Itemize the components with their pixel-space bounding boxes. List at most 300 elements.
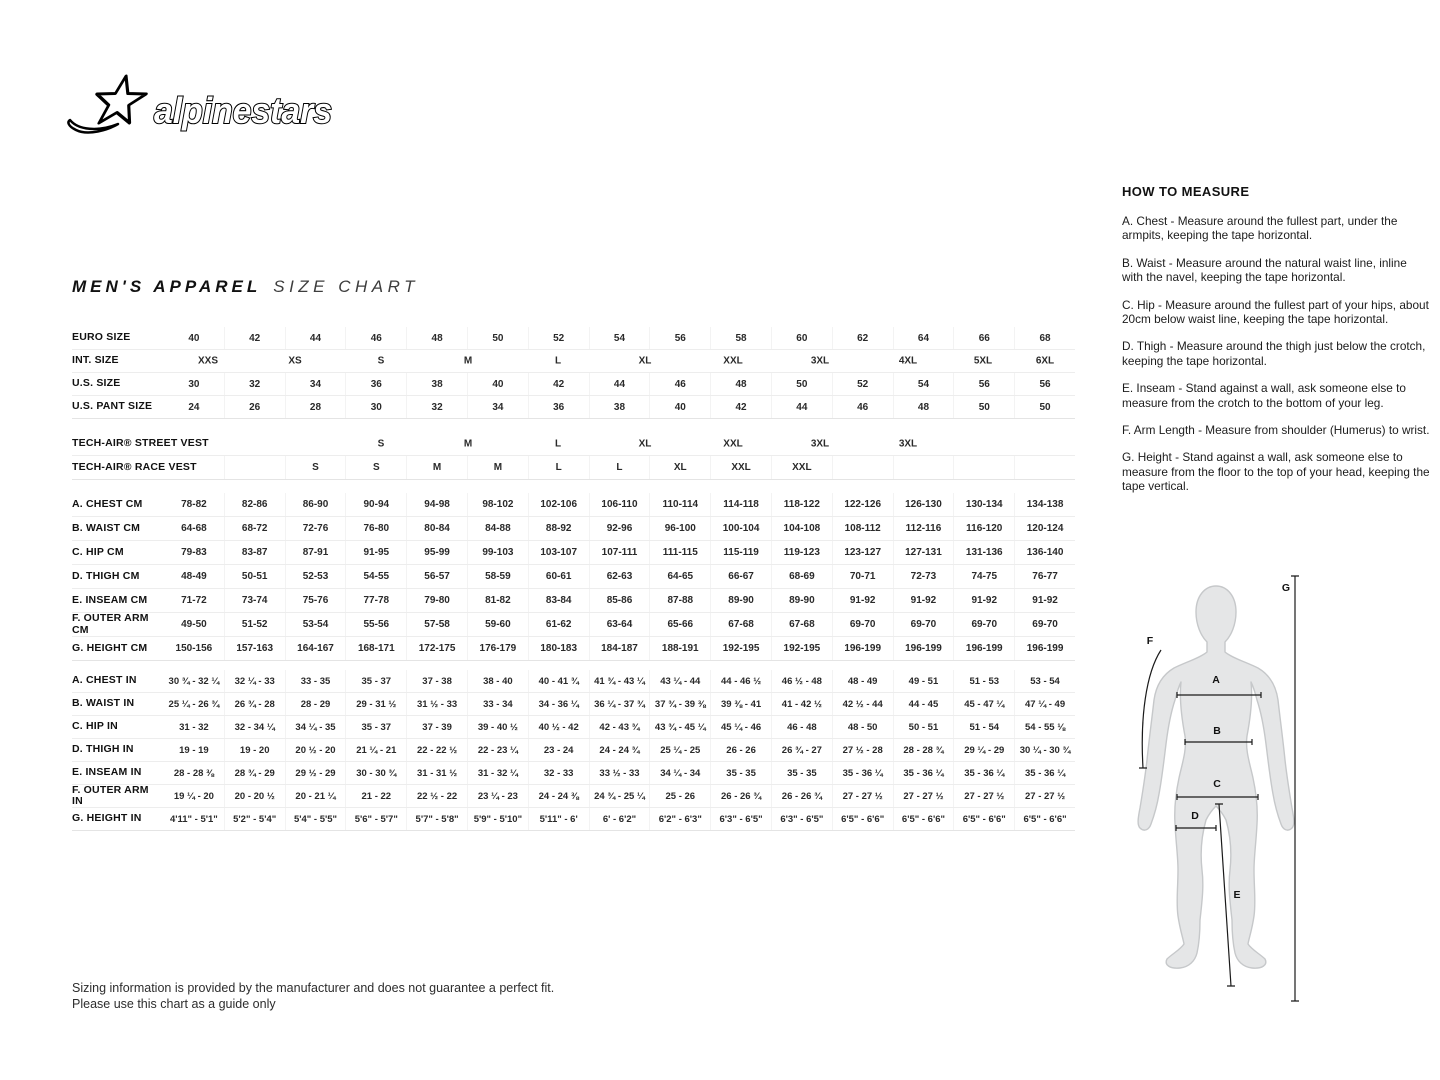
size-cell-merged: 3XL [810, 438, 830, 449]
size-cell: 58 [710, 327, 771, 349]
size-cell: 30 [188, 378, 200, 390]
size-cell: 108-112 [832, 517, 893, 540]
size-cell: 96-100 [649, 517, 710, 540]
size-cell: 89-90 [771, 589, 832, 612]
size-cell: 54-55 [345, 565, 406, 588]
size-cell: 127-131 [893, 541, 954, 564]
size-cell: 131-136 [953, 541, 1014, 564]
size-cell-merged: XXL [723, 355, 743, 367]
size-cell: 5'9" - 5'10" [467, 808, 528, 830]
size-cell: 32 ¼ - 33 [224, 670, 285, 692]
size-cell: 54 [589, 327, 650, 349]
size-cell-merged: XS [288, 355, 302, 367]
measure-instruction: F. Arm Length - Measure from shoulder (Humerus) to wrist. [1122, 422, 1430, 437]
table-row [72, 327, 1075, 350]
size-cell: 25 ¼ - 26 ¾ [168, 698, 220, 710]
size-cell: 28 ¾ - 29 [224, 762, 285, 784]
size-cell: 68-69 [771, 565, 832, 588]
size-cell: 44 - 45 [893, 693, 954, 715]
size-cell: L [528, 456, 589, 479]
size-cell-merged: XL [638, 355, 652, 367]
in-rows [72, 670, 1075, 831]
size-cell: 110-114 [649, 493, 710, 516]
size-cell: 119-123 [771, 541, 832, 564]
size-cell: 46 [649, 373, 710, 395]
size-cell: S [285, 456, 346, 479]
size-cell: 75-76 [285, 589, 346, 612]
size-cell: 44 [771, 396, 832, 418]
size-cell: 35 - 36 ¼ [832, 762, 893, 784]
row-label: G. HEIGHT CM [72, 641, 148, 654]
size-cell: 157-163 [224, 637, 285, 660]
size-cell: 32 [224, 373, 285, 395]
size-cell: 71-72 [181, 595, 207, 606]
size-cell: 32 - 34 ¼ [224, 716, 285, 738]
size-cell-merged: 3XL [898, 438, 918, 449]
size-cell: 27 ½ - 28 [832, 739, 893, 761]
size-cell: 28 [285, 396, 346, 418]
size-cell: 6'5" - 6'6" [953, 808, 1014, 830]
size-cell: 44 - 46 ½ [710, 670, 771, 692]
size-cell: 62 [832, 327, 893, 349]
size-cell: 26 - 26 [710, 739, 771, 761]
size-cell: 56 [649, 327, 710, 349]
size-cell: 24 ¾ - 25 ¼ [589, 785, 650, 807]
size-cell: 36 [528, 396, 589, 418]
size-cell: 40 - 41 ¾ [528, 670, 589, 692]
size-cell: 62-63 [589, 565, 650, 588]
size-cell: 28 - 28 ⅜ [173, 767, 214, 779]
size-cell: 25 ¼ - 25 [649, 739, 710, 761]
size-cell: 92-96 [589, 517, 650, 540]
size-cell: 51 - 54 [953, 716, 1014, 738]
size-cell: 40 [188, 332, 200, 344]
size-cell: 72-76 [285, 517, 346, 540]
size-cell: 38 [406, 373, 467, 395]
measure-instruction: A. Chest - Measure around the fullest part, under the armpits, keeping the tape horizontal. [1122, 214, 1398, 243]
table-row [72, 739, 1075, 762]
size-cell: 192-195 [771, 637, 832, 660]
size-cell: 30 ¼ - 30 ¾ [1014, 739, 1075, 761]
logo-wordmark: alpinestars [154, 90, 332, 131]
size-cell: 27 - 27 ½ [953, 785, 1014, 807]
table-row [72, 541, 1075, 565]
size-cell: 76-77 [1014, 565, 1075, 588]
size-cell: 69-70 [1014, 613, 1075, 636]
size-cell: 35 - 37 [345, 670, 406, 692]
measure-instruction: G. Height - Stand against a wall, ask someone else to measure from the floor to the top of your head, keeping the tape vertical. [1122, 450, 1430, 494]
size-cell: 196-199 [953, 637, 1014, 660]
size-cell: 68 [1014, 327, 1075, 349]
size-cell: 50 [953, 396, 1014, 418]
how-to-measure-heading: HOW TO MEASURE [1122, 184, 1250, 199]
size-cell: 24 - 24 ⅜ [528, 785, 589, 807]
footnote-line2: Please use this chart as a guide only [72, 996, 276, 1011]
size-cell: 91-92 [832, 589, 893, 612]
size-cell: 20 - 21 ¼ [285, 785, 346, 807]
size-cell: 40 ½ - 42 [528, 716, 589, 738]
size-cell: XXL [771, 456, 832, 479]
table-row [72, 589, 1075, 613]
size-cell: 33 ½ - 33 [589, 762, 650, 784]
size-cell: 54 [893, 373, 954, 395]
row-label: A. CHEST IN [72, 674, 137, 687]
size-cell [164, 456, 224, 479]
size-cell: 27 - 27 ½ [1014, 785, 1075, 807]
size-cell: 6'5" - 6'6" [893, 808, 954, 830]
footnote [72, 981, 554, 1012]
size-cell: 55-56 [345, 613, 406, 636]
figure-label-b: B [1213, 725, 1221, 737]
size-cell: 180-183 [528, 637, 589, 660]
size-cell-merged: 5XL [973, 355, 993, 367]
size-cell-merged: S [377, 438, 385, 449]
size-cell: 50-51 [224, 565, 285, 588]
size-cell: 69-70 [953, 613, 1014, 636]
size-cell-merged: L [554, 438, 562, 449]
size-cell-merged: L [554, 355, 562, 367]
size-cell: 48 [893, 396, 954, 418]
size-cell: 27 - 27 ½ [893, 785, 954, 807]
size-cell: XL [649, 456, 710, 479]
size-cell: 6'5" - 6'6" [832, 808, 893, 830]
table-row [72, 565, 1075, 589]
size-cell: 98-102 [467, 493, 528, 516]
size-cell: 112-116 [893, 517, 954, 540]
figure-label-d: D [1191, 810, 1199, 822]
size-cell: 67-68 [710, 613, 771, 636]
how-to-measure-list [1122, 214, 1430, 493]
figure-label-c: C [1213, 778, 1221, 790]
size-cell: 31 - 31 ½ [406, 762, 467, 784]
size-cell: 40 [649, 396, 710, 418]
size-cell: 39 - 40 ½ [467, 716, 528, 738]
size-cell: 25 - 26 [649, 785, 710, 807]
size-cell: 73-74 [224, 589, 285, 612]
measurement-figure [1128, 568, 1312, 1014]
table-row [72, 396, 1075, 419]
size-cell: 136-140 [1014, 541, 1075, 564]
size-cell: 116-120 [953, 517, 1014, 540]
size-cell: 114-118 [710, 493, 771, 516]
size-cell: 34 ¼ - 34 [649, 762, 710, 784]
size-cell: 67-68 [771, 613, 832, 636]
size-cell: 64 [893, 327, 954, 349]
size-cell: 44 [589, 373, 650, 395]
size-cell: 56-57 [406, 565, 467, 588]
size-cell: 91-95 [345, 541, 406, 564]
size-cell: 58-59 [467, 565, 528, 588]
size-cell: 44 [285, 327, 346, 349]
size-cell: 24 - 24 ¾ [589, 739, 650, 761]
page-title-sub: SIZE CHART [273, 277, 419, 296]
tech-air-rows [72, 432, 1075, 480]
size-cell: 42 - 43 ¾ [589, 716, 650, 738]
row-label: U.S. PANT SIZE [72, 400, 153, 413]
size-cell: 59-60 [467, 613, 528, 636]
measure-instruction: D. Thigh - Measure around the thigh just below the crotch, keeping the tape horizontal. [1122, 339, 1426, 368]
size-cell-merged: 3XL [810, 355, 830, 367]
size-cell: 57-58 [406, 613, 467, 636]
table-row [72, 613, 1075, 637]
size-cell: 54 - 55 ⅛ [1014, 716, 1075, 738]
size-cell: 31 - 32 ¼ [467, 762, 528, 784]
alpinestars-logo [62, 68, 342, 144]
size-cell: 70-71 [832, 565, 893, 588]
size-cell: 29 ½ - 29 [285, 762, 346, 784]
size-cell: 46 ½ - 48 [771, 670, 832, 692]
table-row [72, 762, 1075, 785]
table-row [72, 517, 1075, 541]
size-cell: 41 ¾ - 43 ¼ [589, 670, 650, 692]
figure-label-a: A [1212, 674, 1220, 686]
page-title [72, 277, 419, 297]
row-label: EURO SIZE [72, 331, 131, 344]
measure-instruction: C. Hip - Measure around the fullest part of your hips, about 20cm below waist line, keeping the tape horizontal. [1122, 297, 1429, 326]
size-cell: XXL [710, 456, 771, 479]
size-cell: 79-80 [406, 589, 467, 612]
size-cell: 164-167 [285, 637, 346, 660]
size-cell: 42 [224, 327, 285, 349]
table-row [72, 785, 1075, 808]
size-cell: 95-99 [406, 541, 467, 564]
page-title-main: MEN'S APPAREL [72, 277, 262, 296]
table-row [72, 350, 1075, 373]
size-cell [1014, 456, 1075, 479]
table-row [72, 693, 1075, 716]
size-cell: 20 - 20 ½ [224, 785, 285, 807]
size-cell: 91-92 [893, 589, 954, 612]
size-cell: 32 - 33 [528, 762, 589, 784]
size-cell: 6'5" - 6'6" [1014, 808, 1075, 830]
size-cell: 50 [467, 327, 528, 349]
row-label: E. INSEAM IN [72, 766, 142, 779]
size-cell: 48 - 50 [832, 716, 893, 738]
size-cell: 34 - 36 ¼ [528, 693, 589, 715]
size-cell: 102-106 [528, 493, 589, 516]
size-cell: 38 [589, 396, 650, 418]
table-row [72, 373, 1075, 396]
size-cell: 196-199 [893, 637, 954, 660]
size-cell: 72-73 [893, 565, 954, 588]
size-cell-merged: M [463, 355, 473, 367]
size-cell: 65-66 [649, 613, 710, 636]
size-cell: 64-65 [649, 565, 710, 588]
figure-label-g: G [1281, 582, 1291, 594]
body-silhouette [1128, 568, 1312, 1014]
size-cell: 34 [467, 396, 528, 418]
size-cell: 45 - 47 ¼ [953, 693, 1014, 715]
size-cell: 126-130 [893, 493, 954, 516]
size-cell: 84-88 [467, 517, 528, 540]
size-cell: 41 - 42 ½ [771, 693, 832, 715]
size-cell: 20 ½ - 20 [285, 739, 346, 761]
table-row [72, 670, 1075, 693]
size-cell: 39 ⅜ - 41 [710, 693, 771, 715]
size-cell: 176-179 [467, 637, 528, 660]
size-cell: 26 ¾ - 27 [771, 739, 832, 761]
footnote-line1: Sizing information is provided by the manufacturer and does not guarantee a perfect fit. [72, 981, 555, 995]
row-label: G. HEIGHT IN [72, 812, 142, 825]
size-cell: 32 [406, 396, 467, 418]
size-cell: 81-82 [467, 589, 528, 612]
size-cell: 104-108 [771, 517, 832, 540]
size-cell: 42 [710, 396, 771, 418]
size-cell: 22 - 22 ½ [406, 739, 467, 761]
size-cell: 24 [188, 401, 200, 413]
size-cell: 111-115 [649, 541, 710, 564]
size-cell: 5'7" - 5'8" [406, 808, 467, 830]
size-cell: 64-68 [181, 523, 207, 534]
size-cell: 31 ½ - 33 [406, 693, 467, 715]
size-cell: 30 - 30 ¾ [345, 762, 406, 784]
size-cell [953, 456, 1014, 479]
size-cell: 48 - 49 [832, 670, 893, 692]
size-cell: 4'11" - 5'1" [169, 813, 218, 825]
size-cell: 83-84 [528, 589, 589, 612]
size-cell: 120-124 [1014, 517, 1075, 540]
size-cell: 35 - 36 ¼ [893, 762, 954, 784]
table-row [72, 637, 1075, 661]
size-cell: 6'3" - 6'5" [771, 808, 832, 830]
size-cell: 85-86 [589, 589, 650, 612]
size-cell: 63-64 [589, 613, 650, 636]
size-cell: 51-52 [224, 613, 285, 636]
figure-label-e: E [1233, 889, 1241, 901]
size-cell: 49-50 [181, 619, 207, 630]
size-cell: 29 - 31 ½ [345, 693, 406, 715]
cm-rows [72, 493, 1075, 661]
row-label: TECH-AIR® STREET VEST [72, 436, 209, 449]
size-cell: 6' - 6'2" [589, 808, 650, 830]
row-label: F. OUTER ARM CM [72, 612, 149, 636]
size-cell: L [589, 456, 650, 479]
size-cell: 42 ½ - 44 [832, 693, 893, 715]
size-cell: 86-90 [285, 493, 346, 516]
row-label: F. OUTER ARM IN [72, 783, 149, 807]
row-label: D. THIGH CM [72, 569, 140, 582]
size-cell: 134-138 [1014, 493, 1075, 516]
size-cell: 35 - 35 [710, 762, 771, 784]
size-cell: 30 ¾ - 32 ¼ [168, 675, 220, 687]
size-cell: 192-195 [710, 637, 771, 660]
size-cell: 60-61 [528, 565, 589, 588]
size-cell-merged: XL [638, 438, 652, 449]
size-table [72, 327, 1075, 831]
size-cell: 52 [832, 373, 893, 395]
size-cell: 37 - 38 [406, 670, 467, 692]
row-label: C. HIP CM [72, 545, 124, 558]
size-cell: 35 - 36 ¼ [953, 762, 1014, 784]
size-cell: 35 - 36 ¼ [1014, 762, 1075, 784]
table-row [72, 456, 1075, 480]
size-cell: 61-62 [528, 613, 589, 636]
size-cell: 45 ¼ - 46 [710, 716, 771, 738]
table-row [72, 493, 1075, 517]
size-cell: 50 - 51 [893, 716, 954, 738]
size-cell: 123-127 [832, 541, 893, 564]
how-to-measure [1122, 184, 1430, 506]
size-cell: 28 - 29 [285, 693, 346, 715]
size-cell: 26 - 26 ¾ [710, 785, 771, 807]
size-cell: 47 ¼ - 49 [1014, 693, 1075, 715]
size-cell: 27 - 27 ½ [832, 785, 893, 807]
size-cell-merged: XXS [197, 355, 219, 367]
size-cell: 196-199 [1014, 637, 1075, 660]
row-label: INT. SIZE [72, 354, 119, 367]
size-cell: 51 - 53 [953, 670, 1014, 692]
measure-instruction: E. Inseam - Stand against a wall, ask someone else to measure from the crotch to the bottom of your leg. [1122, 381, 1406, 410]
measure-instruction: B. Waist - Measure around the natural waist line, inline with the navel, keeping the tape horizontal. [1122, 255, 1407, 285]
row-label: C. HIP IN [72, 720, 118, 733]
size-cell: 77-78 [345, 589, 406, 612]
size-cell: 34 [285, 373, 346, 395]
size-cell: 82-86 [224, 493, 285, 516]
size-cell: 150-156 [175, 643, 213, 654]
size-cell: 43 ¾ - 45 ¼ [649, 716, 710, 738]
size-cell: M [467, 456, 528, 479]
size-cell: 90-94 [345, 493, 406, 516]
size-cell: 37 - 39 [406, 716, 467, 738]
size-cell: 23 - 24 [528, 739, 589, 761]
alpinestars-star-icon [62, 68, 342, 144]
size-cell: 31 - 32 [179, 721, 209, 733]
size-cell: 6'3" - 6'5" [710, 808, 771, 830]
size-cell: 56 [1014, 373, 1075, 395]
size-cell: 53-54 [285, 613, 346, 636]
size-cell: 184-187 [589, 637, 650, 660]
size-cell: 79-83 [181, 547, 207, 558]
size-cell-merged: S [377, 355, 385, 367]
table-row [72, 432, 1075, 456]
size-cell: 21 ¼ - 21 [345, 739, 406, 761]
size-cell-merged: 4XL [898, 355, 918, 367]
size-cell: 52 [528, 327, 589, 349]
size-cell: 115-119 [710, 541, 771, 564]
size-cell: 46 [345, 327, 406, 349]
size-cell: 19 - 20 [224, 739, 285, 761]
row-label: B. WAIST IN [72, 697, 135, 710]
size-cell: 38 - 40 [467, 670, 528, 692]
table-row [72, 716, 1075, 739]
size-cell: 26 ¾ - 28 [224, 693, 285, 715]
size-cell: 19 ¼ - 20 [173, 790, 214, 802]
size-cell: 21 - 22 [345, 785, 406, 807]
size-cell: 5'4" - 5'5" [285, 808, 346, 830]
size-cell: 30 [345, 396, 406, 418]
size-cell: 53 - 54 [1014, 670, 1075, 692]
size-cell: 42 [528, 373, 589, 395]
size-cell: 66 [953, 327, 1014, 349]
size-cell: 49 - 51 [893, 670, 954, 692]
size-cell: 40 [467, 373, 528, 395]
size-cell-merged: M [463, 438, 473, 449]
row-label: TECH-AIR® RACE VEST [72, 460, 197, 473]
size-cell: 46 [832, 396, 893, 418]
row-label: E. INSEAM CM [72, 593, 148, 606]
size-header-rows [72, 327, 1075, 419]
size-cell: 50 [1014, 396, 1075, 418]
size-cell: 100-104 [710, 517, 771, 540]
size-cell: 48 [406, 327, 467, 349]
size-cell: 50 [771, 373, 832, 395]
size-cell: 196-199 [832, 637, 893, 660]
size-cell: 6'2" - 6'3" [649, 808, 710, 830]
size-cell: 5'11" - 6' [528, 808, 589, 830]
size-cell: 83-87 [224, 541, 285, 564]
size-cell: M [406, 456, 467, 479]
size-cell: 26 [224, 396, 285, 418]
